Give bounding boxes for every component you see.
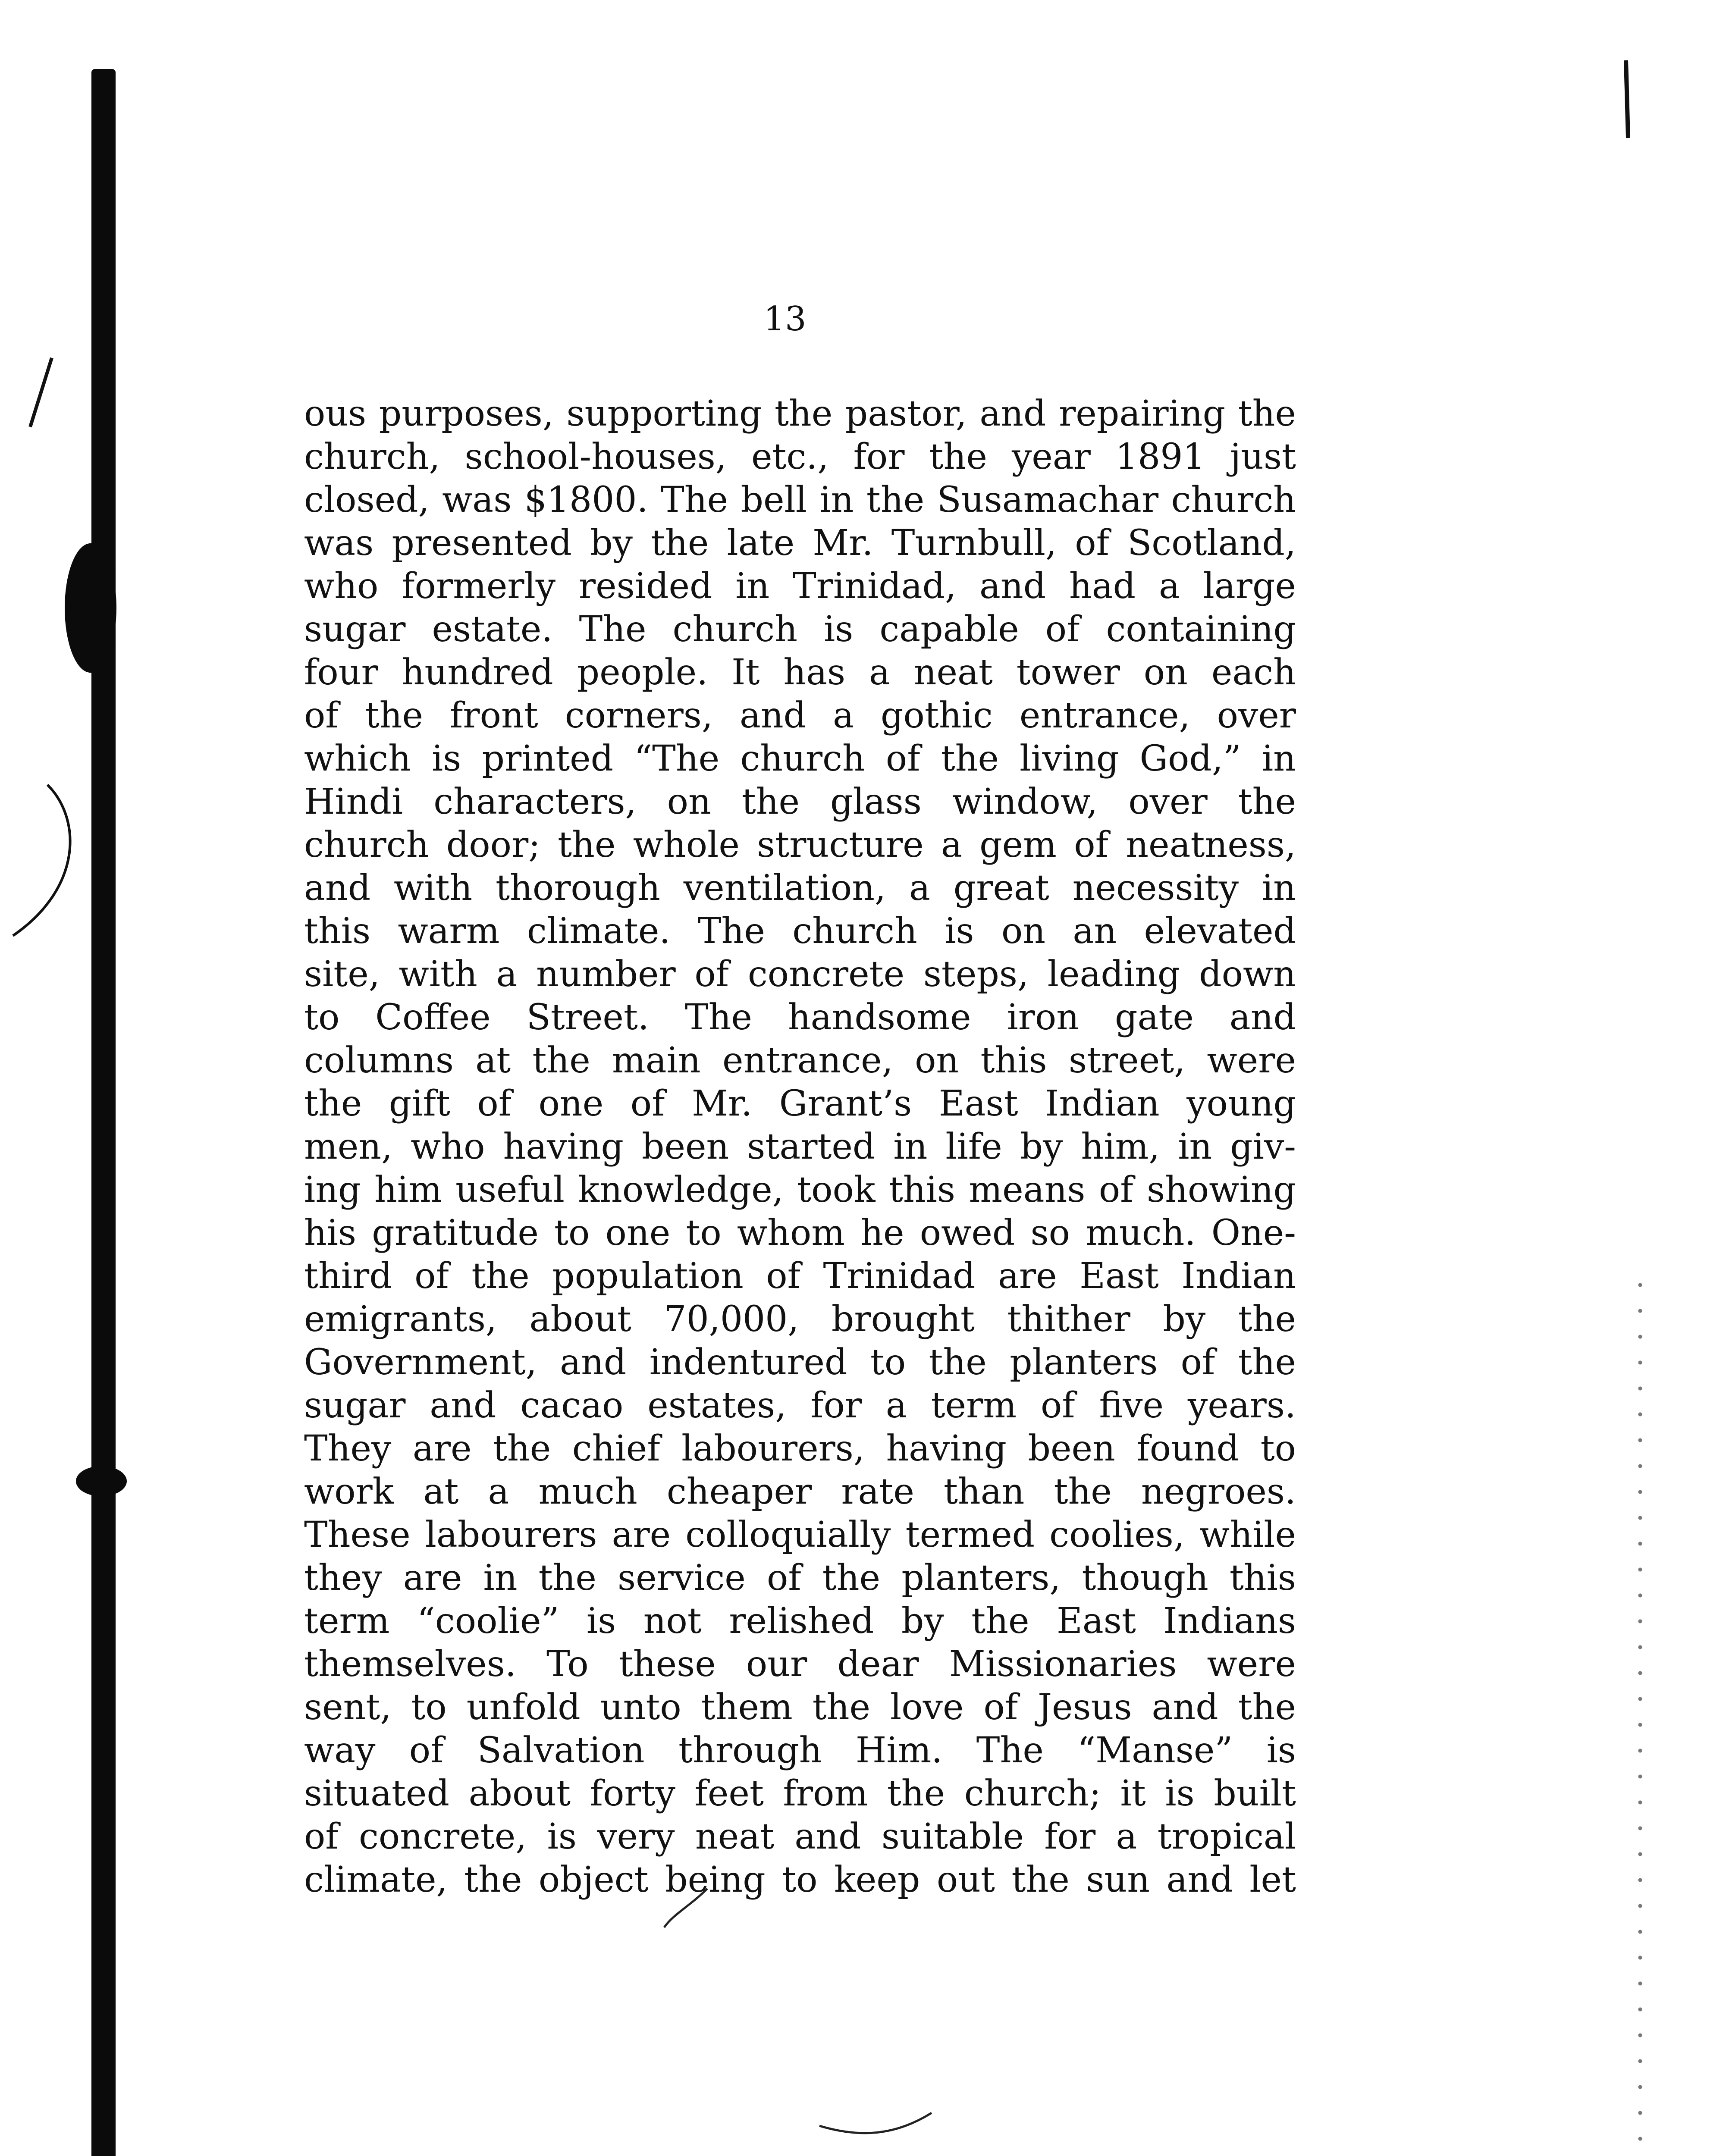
text-line: and with thorough ventilation, a great necessity in — [304, 868, 1296, 909]
body-text — [304, 392, 1296, 1902]
text-line: Government, and indentured to the planters of the — [304, 1342, 1296, 1383]
text-line: ing him useful knowledge, took this means of showing — [304, 1169, 1296, 1210]
text-line: to Coffee Street. The handsome iron gate and — [304, 997, 1296, 1038]
text-line: church, school-houses, etc., for the year 1891 just — [304, 436, 1296, 477]
text-line: this warm climate. The church is on an elevated — [304, 911, 1296, 952]
text-line: which is printed “The church of the living God,” in — [304, 738, 1296, 779]
text-line: of concrete, is very neat and suitable for a tropical — [304, 1816, 1296, 1857]
text-line: ous purposes, supporting the pastor, and repairing the — [304, 393, 1296, 434]
text-line: church door; the whole structure a gem of neatness, — [304, 824, 1296, 865]
text-line: themselves. To these our dear Missionaries were — [304, 1644, 1296, 1685]
text-line: four hundred people. It has a neat tower on each — [304, 652, 1296, 693]
text-line: men, who having been started in life by him, in giv- — [304, 1126, 1296, 1167]
text-line: third of the population of Trinidad are East Indian — [304, 1256, 1296, 1297]
text-line: site, with a number of concrete steps, leading down — [304, 954, 1296, 995]
text-line: columns at the main entrance, on this street, were — [304, 1040, 1296, 1081]
page-number: 13 — [763, 300, 807, 338]
text-line: sugar and cacao estates, for a term of five years. — [304, 1385, 1296, 1426]
text-line: climate, the object being to keep out the sun and let — [304, 1859, 1296, 1900]
text-line: they are in the service of the planters, though this — [304, 1557, 1296, 1598]
text-line: sugar estate. The church is capable of containing — [304, 609, 1296, 650]
text-line: his gratitude to one to whom he owed so much. One- — [304, 1213, 1296, 1253]
text-line: way of Salvation through Him. The “Manse” is — [304, 1730, 1296, 1771]
text-line: term “coolie” is not relished by the East Indians — [304, 1601, 1296, 1642]
text-line: These labourers are colloquially termed coolies, while — [304, 1514, 1296, 1555]
text-line: sent, to unfold unto them the love of Jesus and the — [304, 1687, 1296, 1728]
text-line: They are the chief labourers, having been found to — [304, 1428, 1296, 1469]
text-line: of the front corners, and a gothic entrance, over — [304, 695, 1296, 736]
text-line: Hindi characters, on the glass window, over the — [304, 781, 1296, 822]
text-line: emigrants, about 70,000, brought thither by the — [304, 1299, 1296, 1340]
text-line: work at a much cheaper rate than the negroes. — [304, 1471, 1296, 1512]
text-line: situated about forty feet from the church; it is built — [304, 1773, 1296, 1814]
text-line: was presented by the late Mr. Turnbull, of Scotland, — [304, 523, 1296, 564]
text-line: the gift of one of Mr. Grant’s East Indian young — [304, 1083, 1296, 1124]
text-line: closed, was $1800. The bell in the Susamachar church — [304, 479, 1296, 520]
text-line: who formerly resided in Trinidad, and had a large — [304, 566, 1296, 607]
